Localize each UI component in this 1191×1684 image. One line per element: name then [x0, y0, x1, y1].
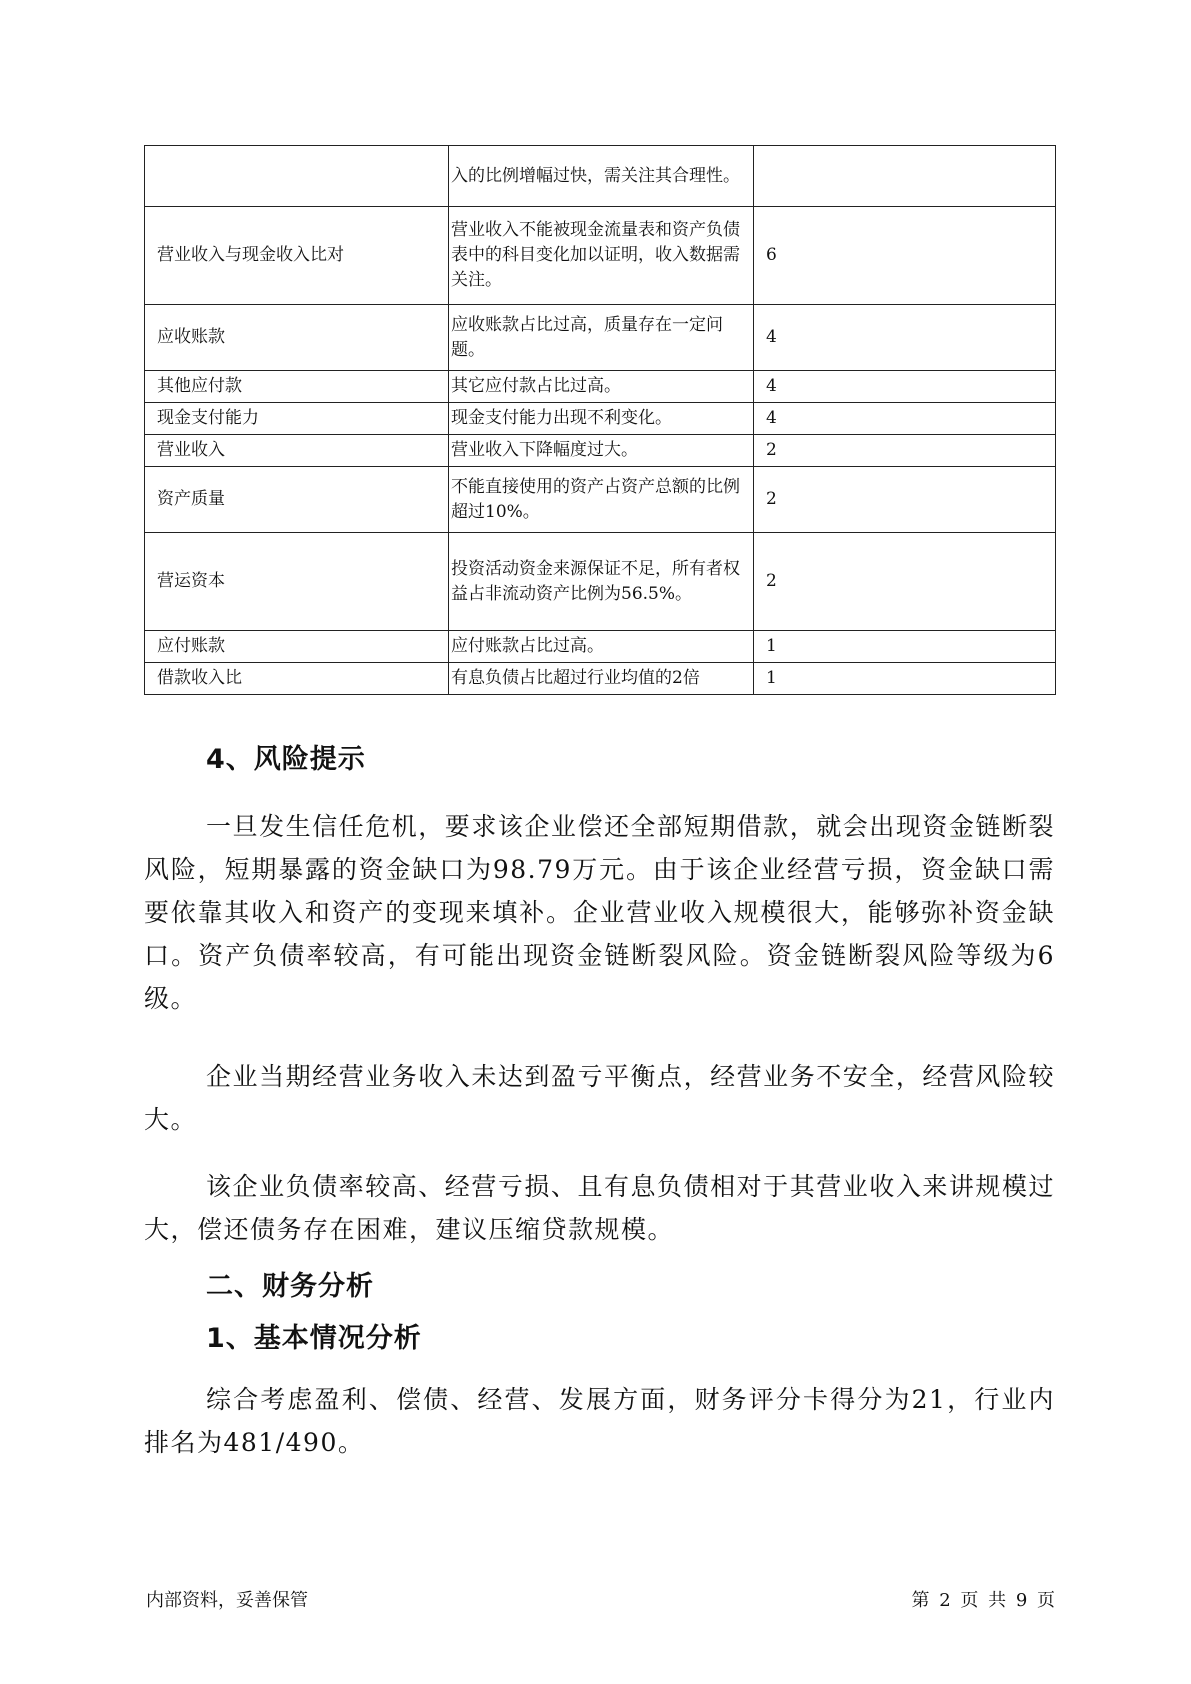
footer-page-number: 第 2 页 共 9 页: [911, 1590, 1055, 1611]
table-row: [145, 207, 1056, 305]
risk-description-cell: 其它应付款占比过高。: [449, 371, 754, 403]
table-row: [145, 631, 1056, 663]
finance-section-heading: 二、财务分析: [206, 1271, 374, 1302]
risk-paragraph-2: 企业当期经营业务收入未达到盈亏平衡点，经营业务不安全，经营风险较大。: [144, 1062, 1055, 1134]
risk-description-cell: 入的比例增幅过快，需关注其合理性。: [449, 146, 754, 207]
risk-score-cell: 2: [754, 467, 1056, 533]
risk-description-cell: 应收账款占比过高，质量存在一定问题。: [449, 305, 754, 371]
risk-table-body: [145, 146, 1056, 695]
risk-paragraph-1: 一旦发生信任危机，要求该企业偿还全部短期借款，就会出现资金链断裂风险，短期暴露的资金缺口为98.79万元。由于该企业经营亏损，资金缺口需要依靠其收入和资产的变现来填补。企业营业收入规模很大，能够弥补资金缺口。资产负债率较高，有可能出现资金链断裂风险。资金链断裂风险等级为6级。: [144, 812, 1055, 1013]
risk-description-cell: 投资活动资金来源保证不足，所有者权益占非流动资产比例为56.5%。: [449, 533, 754, 631]
risk-score-table: [144, 145, 1056, 695]
risk-item-cell: 现金支付能力: [145, 403, 449, 435]
table-row: [145, 467, 1056, 533]
table-row: [145, 403, 1056, 435]
risk-score-cell: 1: [754, 631, 1056, 663]
risk-item-cell: 营业收入与现金收入比对: [145, 207, 449, 305]
risk-item-cell: 营业收入: [145, 435, 449, 467]
risk-item-cell: 资产质量: [145, 467, 449, 533]
basic-analysis-paragraph: 综合考虑盈利、偿债、经营、发展方面，财务评分卡得分为21，行业内排名为481/490。: [144, 1385, 1055, 1457]
risk-paragraph-3: 该企业负债率较高、经营亏损、且有息负债相对于其营业收入来讲规模过大，偿还债务存在困难，建议压缩贷款规模。: [144, 1172, 1055, 1244]
risk-score-cell: 1: [754, 663, 1056, 695]
risk-item-cell: 应付账款: [145, 631, 449, 663]
risk-score-cell: 4: [754, 305, 1056, 371]
basic-analysis-heading: 1、基本情况分析: [206, 1323, 422, 1354]
risk-description-cell: 有息负债占比超过行业均值的2倍: [449, 663, 754, 695]
table-row: [145, 435, 1056, 467]
risk-description-cell: 营业收入不能被现金流量表和资产负债表中的科目变化加以证明，收入数据需关注。: [449, 207, 754, 305]
risk-score-cell: 6: [754, 207, 1056, 305]
table-row: [145, 371, 1056, 403]
risk-item-cell: [145, 146, 449, 207]
table-row: [145, 533, 1056, 631]
risk-score-cell: 2: [754, 533, 1056, 631]
risk-description-cell: 不能直接使用的资产占资产总额的比例超过10%。: [449, 467, 754, 533]
table-row: [145, 663, 1056, 695]
risk-section-heading: 4、风险提示: [206, 744, 366, 775]
risk-description-cell: 应付账款占比过高。: [449, 631, 754, 663]
risk-score-cell: [754, 146, 1056, 207]
table-row: [145, 305, 1056, 371]
table-row: [145, 146, 1056, 207]
risk-item-cell: 应收账款: [145, 305, 449, 371]
risk-score-cell: 4: [754, 403, 1056, 435]
risk-item-cell: 借款收入比: [145, 663, 449, 695]
risk-score-cell: 2: [754, 435, 1056, 467]
risk-score-cell: 4: [754, 371, 1056, 403]
risk-item-cell: 营运资本: [145, 533, 449, 631]
footer-confidential-note: 内部资料，妥善保管: [146, 1590, 308, 1611]
risk-description-cell: 营业收入下降幅度过大。: [449, 435, 754, 467]
risk-description-cell: 现金支付能力出现不利变化。: [449, 403, 754, 435]
risk-item-cell: 其他应付款: [145, 371, 449, 403]
